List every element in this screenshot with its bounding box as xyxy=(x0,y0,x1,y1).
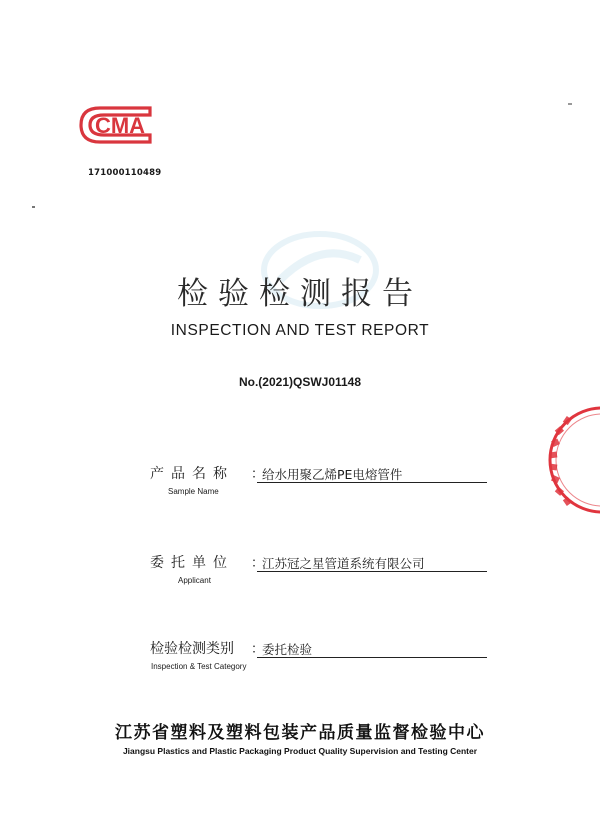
sample-name-label-en: Sample Name xyxy=(168,487,219,496)
report-title-en: INSPECTION AND TEST REPORT xyxy=(170,322,430,339)
category-colon: ： xyxy=(251,642,265,657)
category-value: 委托检验 xyxy=(262,642,313,657)
official-seal xyxy=(540,400,600,520)
scan-speck xyxy=(32,206,35,208)
category-underline xyxy=(257,657,487,658)
sample-name-value: 给水用聚乙烯PE电熔管件 xyxy=(262,467,403,482)
sample-name-underline xyxy=(257,482,487,483)
category-label-en: Inspection & Test Category xyxy=(151,662,247,671)
category-label-cn: 检验检测类别 xyxy=(150,641,234,657)
sample-name-colon: ： xyxy=(251,467,265,482)
applicant-value: 江苏冠之星管道系统有限公司 xyxy=(262,556,425,571)
report-number: No.(2021)QSWJ01148 xyxy=(238,375,362,389)
applicant-label-cn: 委托单位 xyxy=(150,555,234,571)
cma-logo-text: CMA xyxy=(94,113,146,138)
organization-name-en: Jiangsu Plastics and Plastic Packaging Product Quality Supervision and Testing Center xyxy=(122,746,478,756)
applicant-colon: ： xyxy=(251,556,265,571)
report-title-cn: 检验检测报告 xyxy=(177,276,423,312)
scan-speck xyxy=(568,103,572,105)
organization-name-cn: 江苏省塑料及塑料包装产品质量监督检验中心 xyxy=(115,723,485,743)
sample-name-label-cn: 产品名称 xyxy=(150,466,234,482)
applicant-underline xyxy=(257,571,487,572)
cma-logo xyxy=(78,104,156,146)
certificate-number: 171000110489 xyxy=(88,168,162,178)
applicant-label-en: Applicant xyxy=(178,576,211,585)
